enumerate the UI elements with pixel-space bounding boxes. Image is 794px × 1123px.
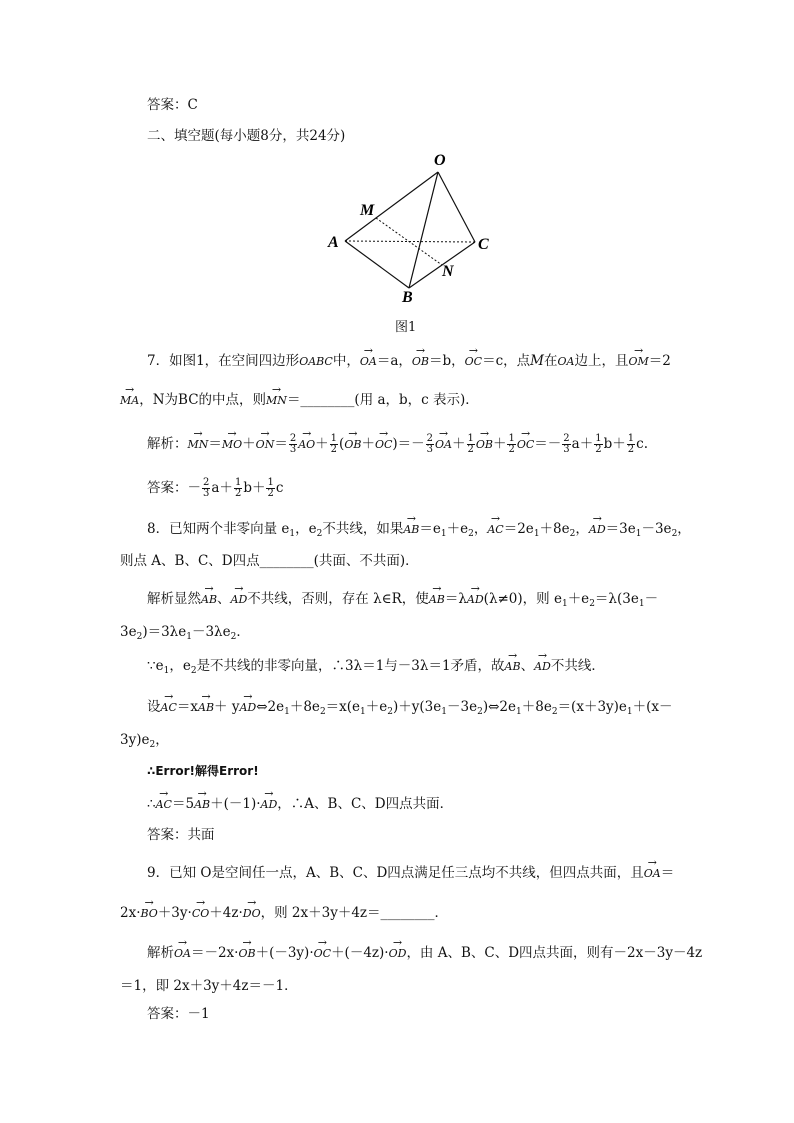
q9-line2: 2x·→ BO＋3y·→ CO＋4z·→ DO，则 2x＋3y＋4z＝________． <box>120 904 680 923</box>
prev-answer: 答案：C <box>147 97 198 113</box>
q9-answer: 答案：－1 <box>147 1006 210 1022</box>
q8-line2: 则点 A、B、C、D四点________(共面、不共面)． <box>120 553 419 569</box>
q8-because: $\because e_1$，$e_2$是不共线的非零向量，∴3λ＝1与－3λ＝1矛盾，故→ AB、→ AD不共线． <box>147 657 707 680</box>
label-m: M <box>360 202 375 219</box>
q8-therefore: ∴→ AC＝5→ AB＋(－1)·→ AD，∴A、B、C、D四点共面． <box>147 795 707 814</box>
q7-answer: 答案：－ $\frac{2}{3}$ a＋ $\frac{1}{2}$ b＋ $\frac{1}{2}$ c <box>147 477 284 499</box>
label-a: A <box>328 234 339 251</box>
edge-oc <box>438 172 475 242</box>
q8-set-line2: $3y)e_2$， <box>120 732 169 750</box>
section-title: 二、填空题(每小题8分，共24分) <box>147 128 346 144</box>
q8-answer: 答案：共面 <box>147 827 215 843</box>
figure-caption: 图1 <box>395 320 417 335</box>
q9-analysis: 解析→ OA＝－2x·→ OB＋(－3y)·→ OC＋(－4z)·→ OD，由 A、B、C、D四点共面，则有－2x－3y－4z <box>147 944 707 963</box>
q7-line1: 7．如图1，在空间四边形OABC中，→ OA＝a，→ OB＝b，→ OC＝c，点M在OA边上，且→ OM＝2 <box>147 352 707 371</box>
q9-line1: 9．已知 O是空间任一点，A、B、C、D四点满足任三点均不共线，但四点共面，且→ OA＝ <box>147 864 707 883</box>
edge-oa <box>345 172 438 241</box>
label-n: N <box>442 263 454 280</box>
q8-analysis1: 解析显然→ AB、→ AD不共线，否则，存在 λ∈R，使→ AB＝λ→ AD(λ≠0)，则 $e_1+e_2=\lambda(3e_1-$ <box>147 590 707 613</box>
q7-analysis: 解析：→ MN＝→ MO＋→ ON＝ $\frac{2}{3}$ → AO＋ $\frac{1}{2}$ (→ OB＋→ OC)＝－ $\frac{2}{3}$ → OA＋ $\frac{1}{2}$ → OB＋ $\frac{1}{2}$ → OC＝－ $\frac{2}{3}$ a＋ $\frac{1}{2}$ b＋ $\frac{1}{2}$ c. <box>147 434 707 455</box>
q8-analysis2: $3e_2)=3\lambda e_1-3\lambda e_2$． <box>120 624 250 642</box>
figure-tetrahedron <box>320 148 510 308</box>
q9-analysis-line2: ＝1，即 2x＋3y＋4z＝－1． <box>120 978 298 994</box>
label-o: O <box>434 152 446 169</box>
q8-line1: 8．已知两个非零向量 $e_1$，$e_2$不共线，如果→ $AB=e_1+e_2$，→ $AC=2e_1+8e_2$，→ $AD=3e_1-3e_2$， <box>147 520 707 543</box>
q8-error-line: ∴Error!解得Error! <box>147 764 259 778</box>
edge-ab <box>345 241 409 288</box>
q8-set: 设→ $AC=x\to AB+ y\to AD\Leftrightarrow 2e_1+8e_2=x(e_1+e_2)+y(3e_1-3e_2)\Leftrightarrow 2e_1+8e_2=(x+3y)e_1+(x-$ <box>147 698 707 721</box>
q7-line2: → MA，N为BC的中点，则→ MN＝________(用 a，b，c 表示)． <box>120 391 680 410</box>
label-b: B <box>402 289 413 306</box>
label-c: C <box>478 236 489 253</box>
